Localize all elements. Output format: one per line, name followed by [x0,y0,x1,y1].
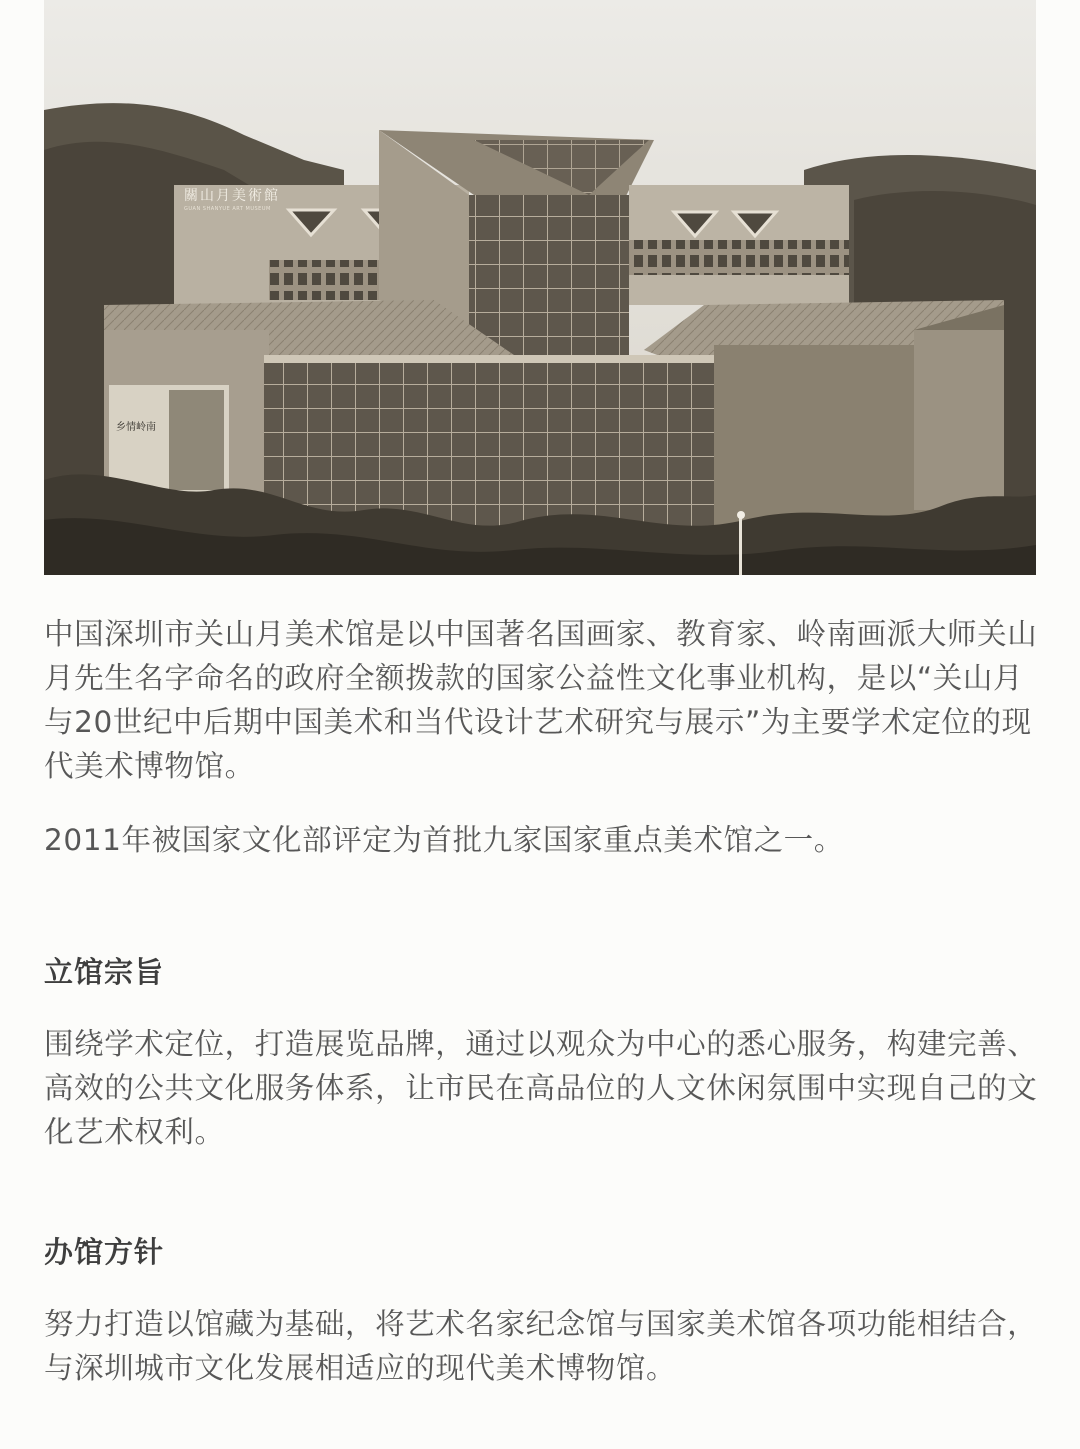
museum-sign-text: 關山月美術館 [184,188,280,204]
intro-paragraph: 中国深圳市关山月美术馆是以中国著名国画家、教育家、岭南画派大师关山月先生名字命名的政府全额拨款的国家公益性文化事业机构，是以“关山月与20世纪中后期中国美术和当代设计艺术研究与展示”为主要学术定位的现代美术博物馆。 [44,617,1038,783]
policy-heading: 办馆方针 [44,1235,165,1269]
status-paragraph: 2011年被国家文化部评定为首批九家国家重点美术馆之一。 [44,823,844,857]
mission-paragraph: 围绕学术定位，打造展览品牌，通过以观众为中心的悉心服务，构建完善、高效的公共文化服务体系，让市民在高品位的人文休闲氛围中实现自己的文化艺术权利。 [44,1027,1038,1149]
policy-paragraph: 努力打造以馆藏为基础，将艺术名家纪念馆与国家美术馆各项功能相结合，与深圳城市文化发展相适应的现代美术博物馆。 [44,1307,1038,1385]
museum-sign-subtitle: GUAN SHANYUE ART MUSEUM [184,206,271,212]
mission-heading: 立馆宗旨 [44,955,165,989]
museum-photo [44,0,1036,575]
exhibition-banner-text: 乡情岭南 [116,422,156,433]
